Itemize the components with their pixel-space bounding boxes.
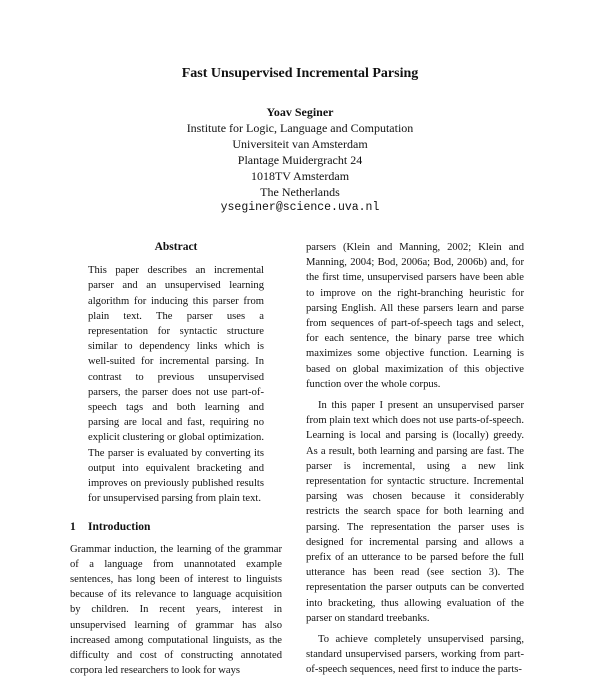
right-column (306, 240, 524, 678)
left-column (70, 240, 282, 678)
body-paragraph: In this paper I present an unsupervised parser from plain text which does not use parts-of-speech. Learning is local and parsing is (locally) greedy. As a result, both learning and parsing are fast. The parser is incremental, using a new link representation for syntactic structure. Incremental parsing was chosen because it considerably restricts the search space for both learning and parsing. The representation the parser uses is designed for incremental parsing and allows a prefix of an utterance to be parsed before the full utterance has been read (see section 3). The representation the parser outputs can be converted into bracketing, thus allowing evaluation of the parser on standard treebanks. (306, 400, 524, 624)
body-paragraph: parsers (Klein and Manning, 2002; Klein and Manning, 2004; Bod, 2006a; Bod, 2006b) and, for the first time, unsupervised parsers have been able to improve on the right-branching heuristic for parsing English. All these parsers learn and parse from sequences of part-of-speech tags and select, for each sentence, the binary parse tree which maximizes some objective function. Learning is based on global maximization of this objective function over the whole corpus. (306, 242, 524, 390)
section-number: 1 (70, 521, 76, 534)
abstract-text: This paper describes an incremental parser and an unsupervised learning algorithm for inducing this parser from plain text. The parser uses a representation for syntactic structure similar to dependency links which is well-suited for incremental parsing. In contrast to previous unsupervised parsers, the parser does not use part-of-speech tags and both learning and parsing are local and fast, requiring no explicit clustering or global optimization. The parser is evaluated by converting its output into equivalent bracketing and improves on previously published results for unsupervised parsing from plain text. (88, 265, 264, 505)
intro-paragraph: Grammar induction, the learning of the grammar of a language from unannotated example sentences, has long been of interest to linguists because of its relevance to language acquisition by children. In recent years, interest in unsupervised learning of grammar has also increased among computational linguists, as the difficulty and cost of constructing annotated corpora led researchers to look for ways (70, 543, 282, 677)
affiliation-line: Universiteit van Amsterdam (232, 137, 368, 151)
affiliation-line: Institute for Logic, Language and Computation (186, 121, 414, 135)
section-heading (70, 520, 282, 535)
affiliation-line: Plantage Muidergracht 24 (237, 153, 363, 167)
affiliation-line: The Netherlands (260, 185, 340, 199)
author-block (0, 104, 600, 216)
body-paragraph: To achieve completely unsupervised parsing, standard unsupervised parsers, working from part-of-speech sequences, need first to induce the parts- (306, 634, 524, 676)
abstract-heading: Abstract (154, 241, 198, 253)
section-title: Introduction (88, 521, 151, 534)
author-email: yseginer@science.uva.nl (220, 201, 380, 214)
affiliation-line: 1018TV Amsterdam (250, 169, 350, 183)
paper-title: Fast Unsupervised Incremental Parsing (181, 66, 419, 81)
author-name: Yoav Seginer (266, 105, 334, 119)
